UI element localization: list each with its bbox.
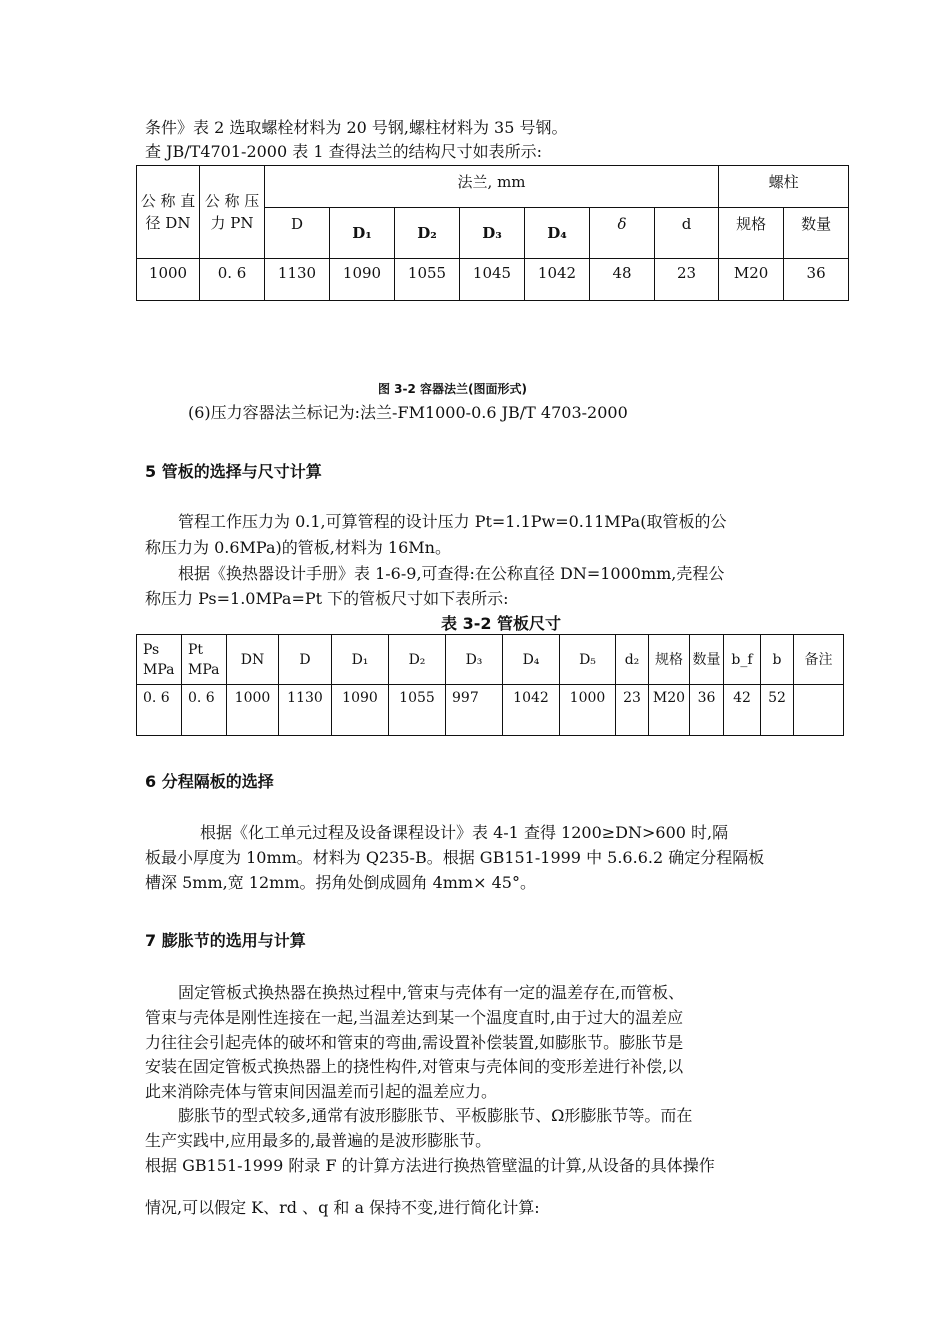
table-cell: 1045 [460,259,525,301]
tube-table-caption: 表 3-2 管板尺寸 [441,614,562,633]
tube-header: D₂ [389,635,446,685]
s6-line-1: 根据《化工单元过程及设备课程设计》表 4-1 查得 1200≥DN>600 时,隔 [200,823,729,842]
tube-cell: 23 [616,685,649,736]
tube-header: D₄ [503,635,560,685]
s7-line-8: 根据 GB151-1999 附录 F 的计算方法进行换热管壁温的计算,从设备的具体操作 [145,1156,715,1175]
header-col: δ [590,208,655,259]
tube-header: d₂ [616,635,649,685]
section-6-title: 6 分程隔板的选择 [145,772,274,791]
tube-header: D₃ [446,635,503,685]
table-cell: 1055 [395,259,460,301]
table-cell: 0. 6 [200,259,265,301]
s7-line-7: 生产实践中,应用最多的,最普遍的是波形膨胀节。 [145,1131,492,1150]
tube-cell: M20 [649,685,690,736]
header-nominal-diameter: 公 称 直径 DN [137,166,200,259]
s7-line-2: 管束与壳体是刚性连接在一起,当温差达到某一个温度直时,由于过大的温差应 [145,1008,684,1027]
tube-cell: 1042 [503,685,560,736]
header-bolt: 螺柱 [719,166,849,208]
header-flange: 法兰, mm [265,166,719,208]
tube-header: D₁ [332,635,389,685]
s7-line-1: 固定管板式换热器在换热过程中,管束与壳体有一定的温差存在,而管板、 [178,983,685,1002]
tube-cell: 1055 [389,685,446,736]
tube-cell: 0. 6 [182,685,227,736]
s6-line-3: 槽深 5mm,宽 12mm。拐角处倒成圆角 4mm× 45°。 [145,873,536,892]
tube-header: Ps MPa [137,635,182,685]
header-col: D₂ [395,208,460,259]
tube-cell: 36 [690,685,724,736]
header-nominal-pressure: 公 称 压力 PN [200,166,265,259]
s7-line-5: 此来消除壳体与管束间因温差而引起的温差应力。 [145,1082,498,1101]
tube-cell: 1090 [332,685,389,736]
s5-paragraph-1a: 管程工作压力为 0.1,可算管程的设计压力 Pt=1.1Pw=0.11MPa(取管板的公 [178,512,727,531]
s7-line-6: 膨胀节的型式较多,通常有波形膨胀节、平板膨胀节、Ω形膨胀节等。而在 [178,1106,693,1125]
s6-line-2: 板最小厚度为 10mm。材料为 Q235-B。根据 GB151-1999 中 5.6.6.2 确定分程隔板 [145,848,765,867]
table-cell: 1000 [137,259,200,301]
table-cell: 1090 [330,259,395,301]
tube-header: Pt MPa [182,635,227,685]
s5-paragraph-2a: 根据《换热器设计手册》表 1-6-9,可查得:在公称直径 DN=1000mm,壳程公 [178,564,725,583]
section-7-title: 7 膨胀节的选用与计算 [145,931,306,950]
tube-header: D [279,635,332,685]
table-cell: 1042 [525,259,590,301]
tube-sheet-table [136,634,844,736]
header-col: D₄ [525,208,590,259]
header-col: D₃ [460,208,525,259]
table-cell: 48 [590,259,655,301]
tube-header: DN [227,635,279,685]
header-col: D [265,208,330,259]
header-col: 规格 [719,208,784,259]
s5-paragraph-2b: 称压力 Ps=1.0MPa=Pt 下的管板尺寸如下表所示: [145,589,509,608]
section-5-title: 5 管板的选择与尺寸计算 [145,462,322,481]
tube-cell: 997 [446,685,503,736]
header-col: D₁ [330,208,395,259]
tube-header: 规格 [649,635,690,685]
tube-cell [794,685,844,736]
flange-mark: (6)压力容器法兰标记为:法兰-FM1000-0.6 JB/T 4703-2000 [188,403,628,422]
flange-table [136,165,849,301]
tube-header: 备注 [794,635,844,685]
tube-cell: 52 [761,685,794,736]
s5-paragraph-1b: 称压力为 0.6MPa)的管板,材料为 16Mn。 [145,538,451,557]
table-cell: 1130 [265,259,330,301]
tube-cell: 1000 [560,685,616,736]
intro-line-1: 条件》表 2 选取螺栓材料为 20 号钢,螺柱材料为 35 号钢。 [145,118,568,137]
tube-header: b [761,635,794,685]
tube-cell: 0. 6 [137,685,182,736]
table-cell: 36 [784,259,849,301]
header-col: d [655,208,719,259]
tube-cell: 1000 [227,685,279,736]
table-cell: M20 [719,259,784,301]
tube-header: D₅ [560,635,616,685]
header-col: 数量 [784,208,849,259]
tube-header: 数量 [690,635,724,685]
tube-cell: 1130 [279,685,332,736]
tube-header: b_f [724,635,761,685]
s7-line-9: 情况,可以假定 K、rd 、q 和 a 保持不变,进行简化计算: [145,1198,540,1217]
s7-line-4: 安装在固定管板式换热器上的挠性构件,对管束与壳体间的变形差进行补偿,以 [145,1057,684,1076]
s7-line-3: 力往往会引起壳体的破坏和管束的弯曲,需设置补偿装置,如膨胀节。膨胀节是 [145,1033,684,1052]
tube-cell: 42 [724,685,761,736]
table-cell: 23 [655,259,719,301]
intro-line-2: 查 JB/T4701-2000 表 1 查得法兰的结构尺寸如表所示: [145,142,542,161]
figure-caption: 图 3-2 容器法兰(图面形式) [378,382,528,396]
